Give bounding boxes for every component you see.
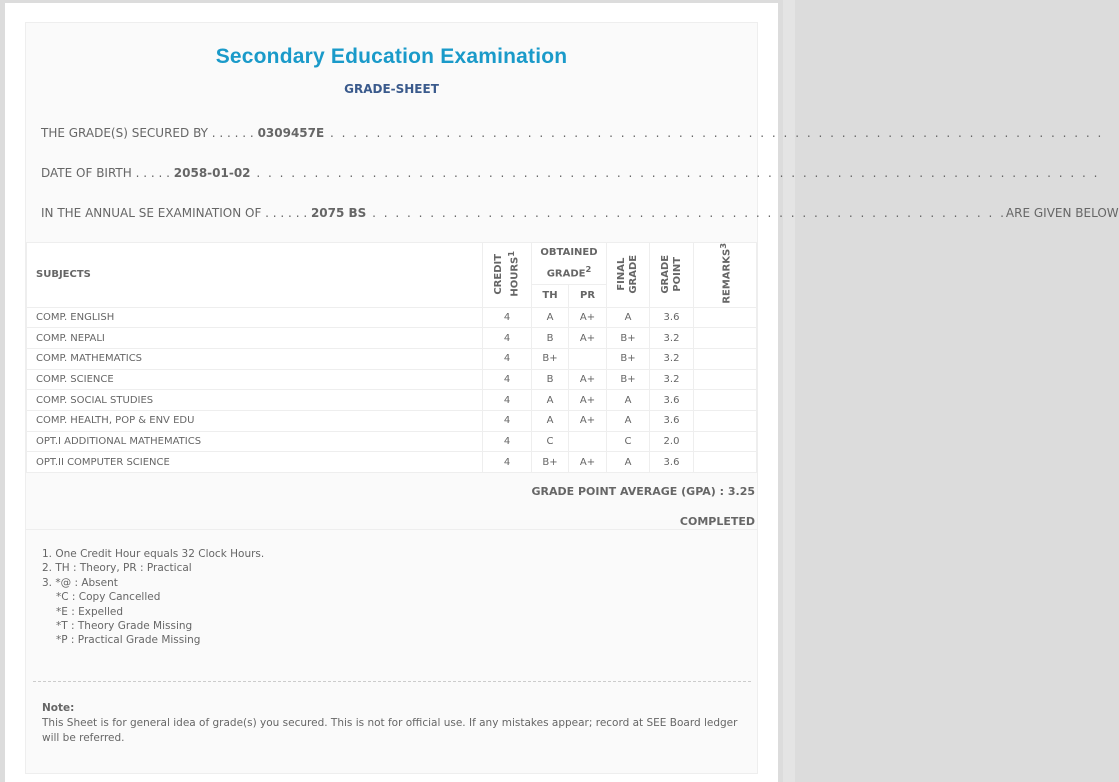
cell-th: A — [532, 307, 569, 328]
header-credit: CREDIT HOURS$^1$ — [483, 243, 532, 308]
cell-th: A — [532, 390, 569, 411]
cell-final: A — [607, 411, 650, 432]
dob-label: DATE OF BIRTH — [41, 166, 132, 180]
table-row — [27, 349, 757, 370]
legend-item: 3. *@ : Absent — [42, 576, 118, 589]
cell-final: A — [607, 452, 650, 473]
cell-th: B+ — [532, 349, 569, 370]
cell-pr: A+ — [569, 369, 607, 390]
legend-item: *T : Theory Grade Missing — [56, 620, 193, 633]
cell-final: A — [607, 390, 650, 411]
dashed-divider — [33, 681, 751, 682]
cell-remarks — [694, 328, 757, 349]
cell-final: A — [607, 307, 650, 328]
cell-remarks — [694, 307, 757, 328]
legend — [42, 547, 264, 648]
cell-remarks — [694, 369, 757, 390]
header-remarks: REMARKS$^3$ — [694, 243, 757, 308]
cell-pr: A+ — [569, 390, 607, 411]
note-label: Note: — [42, 702, 75, 714]
gpa: GRADE POINT AVERAGE (GPA) : 3.25 — [531, 485, 755, 498]
cell-final: C — [607, 431, 650, 452]
result-status: COMPLETED — [679, 515, 755, 528]
grades-table — [26, 242, 757, 473]
header-th: TH — [532, 284, 569, 307]
cell-subject: COMP. SCIENCE — [27, 369, 483, 390]
table-row — [27, 328, 757, 349]
exam-title: Secondary Education Examination — [215, 45, 568, 68]
cell-subject: OPT.I ADDITIONAL MATHEMATICS — [27, 431, 483, 452]
cell-final: B+ — [607, 349, 650, 370]
cell-th: B — [532, 369, 569, 390]
cell-credit: 4 — [483, 411, 532, 432]
gpa-value: 3.25 — [727, 485, 755, 498]
cell-point: 3.6 — [650, 452, 694, 473]
cell-pr: A+ — [569, 328, 607, 349]
dob-value: 2058-01-02 — [173, 166, 251, 180]
table-row — [27, 369, 757, 390]
cell-final: B+ — [607, 328, 650, 349]
cell-point: 3.2 — [650, 349, 694, 370]
cell-point: 3.6 — [650, 390, 694, 411]
cell-subject: COMP. HEALTH, POP & ENV EDU — [27, 411, 483, 432]
cell-credit: 4 — [483, 431, 532, 452]
cell-final: B+ — [607, 369, 650, 390]
note-text: This Sheet is for general idea of grade(s) you secured. This is not for official use. If any mistakes appear; record at SEE Board ledger will be referred. — [42, 717, 738, 744]
cell-remarks — [694, 390, 757, 411]
header-subjects: SUBJECTS — [27, 243, 483, 308]
exam-year: 2075 BS — [310, 206, 367, 220]
table-row — [27, 411, 757, 432]
cell-credit: 4 — [483, 328, 532, 349]
cell-pr — [569, 431, 607, 452]
legend-item: *P : Practical Grade Missing — [56, 634, 201, 647]
cell-point: 3.2 — [650, 369, 694, 390]
header-pr: PR — [569, 284, 607, 307]
cell-subject: COMP. SOCIAL STUDIES — [27, 390, 483, 411]
header-final: FINAL GRADE — [607, 243, 650, 308]
cell-pr: A+ — [569, 411, 607, 432]
cell-th: C — [532, 431, 569, 452]
cell-subject: COMP. MATHEMATICS — [27, 349, 483, 370]
cell-point: 2.0 — [650, 431, 694, 452]
table-row — [27, 452, 757, 473]
dob-line: DATE OF BIRTH . . . . . 2058-01-02 . . . . . . . . . . . . . . . . . . . . . . . . . . . . . . . . . . . . . . . . . . . . . . . . . . . . . . . . . . . . . . . . . . . . . . . . . — [41, 166, 1100, 180]
table-row — [27, 390, 757, 411]
cell-credit: 4 — [483, 390, 532, 411]
grade-sheet — [25, 22, 1119, 774]
cell-remarks — [694, 411, 757, 432]
cell-subject: COMP. ENGLISH — [27, 307, 483, 328]
cell-credit: 4 — [483, 452, 532, 473]
cell-pr: A+ — [569, 452, 607, 473]
legend-item: *E : Expelled — [56, 605, 124, 618]
scrollbar[interactable] — [783, 0, 795, 782]
legend-item: 2. TH : Theory, PR : Practical — [42, 562, 192, 575]
cell-pr: A+ — [569, 307, 607, 328]
cell-remarks — [694, 452, 757, 473]
header-point: GRADE POINT — [650, 243, 694, 308]
secured-label: THE GRADE(S) SECURED BY — [41, 126, 208, 140]
cell-subject: OPT.II COMPUTER SCIENCE — [27, 452, 483, 473]
cell-point: 3.6 — [650, 411, 694, 432]
exam-label: IN THE ANNUAL SE EXAMINATION OF — [41, 206, 262, 220]
note — [42, 701, 742, 746]
cell-th: A — [532, 411, 569, 432]
cell-th: B — [532, 328, 569, 349]
given-below: ARE GIVEN BELOW — [1005, 206, 1119, 220]
cell-remarks — [694, 431, 757, 452]
exam-line: IN THE ANNUAL SE EXAMINATION OF . . . . . . 2075 BS . . . . . . . . . . . . . . . . . . . . . . . . . . . . . . . . . . . . . . . . . . . . . . . . . . . . . . . ARE GIVEN BELOW — [41, 206, 1119, 220]
cell-pr — [569, 349, 607, 370]
symbol-number: 0309457E — [257, 126, 325, 140]
cell-subject: COMP. NEPALI — [27, 328, 483, 349]
cell-credit: 4 — [483, 307, 532, 328]
divider — [26, 529, 757, 530]
grade-sheet-subtitle: GRADE-SHEET — [344, 82, 439, 96]
cell-th: B+ — [532, 452, 569, 473]
header-obtained: OBTAINED GRADE$^2$ — [532, 243, 607, 285]
cell-point: 3.2 — [650, 328, 694, 349]
cell-credit: 4 — [483, 349, 532, 370]
table-row — [27, 431, 757, 452]
cell-credit: 4 — [483, 369, 532, 390]
table-row — [27, 307, 757, 328]
cell-point: 3.6 — [650, 307, 694, 328]
legend-item: *C : Copy Cancelled — [56, 591, 161, 604]
secured-by-line: THE GRADE(S) SECURED BY . . . . . . 0309457E . . . . . . . . . . . . . . . . . . . . . . . . . . . . . . . . . . . . . . . . . . . . . . . . . . . . . . . . . . . . . . . . . . . — [41, 126, 1104, 140]
legend-item: 1. One Credit Hour equals 32 Clock Hours. — [42, 548, 265, 560]
cell-remarks — [694, 349, 757, 370]
